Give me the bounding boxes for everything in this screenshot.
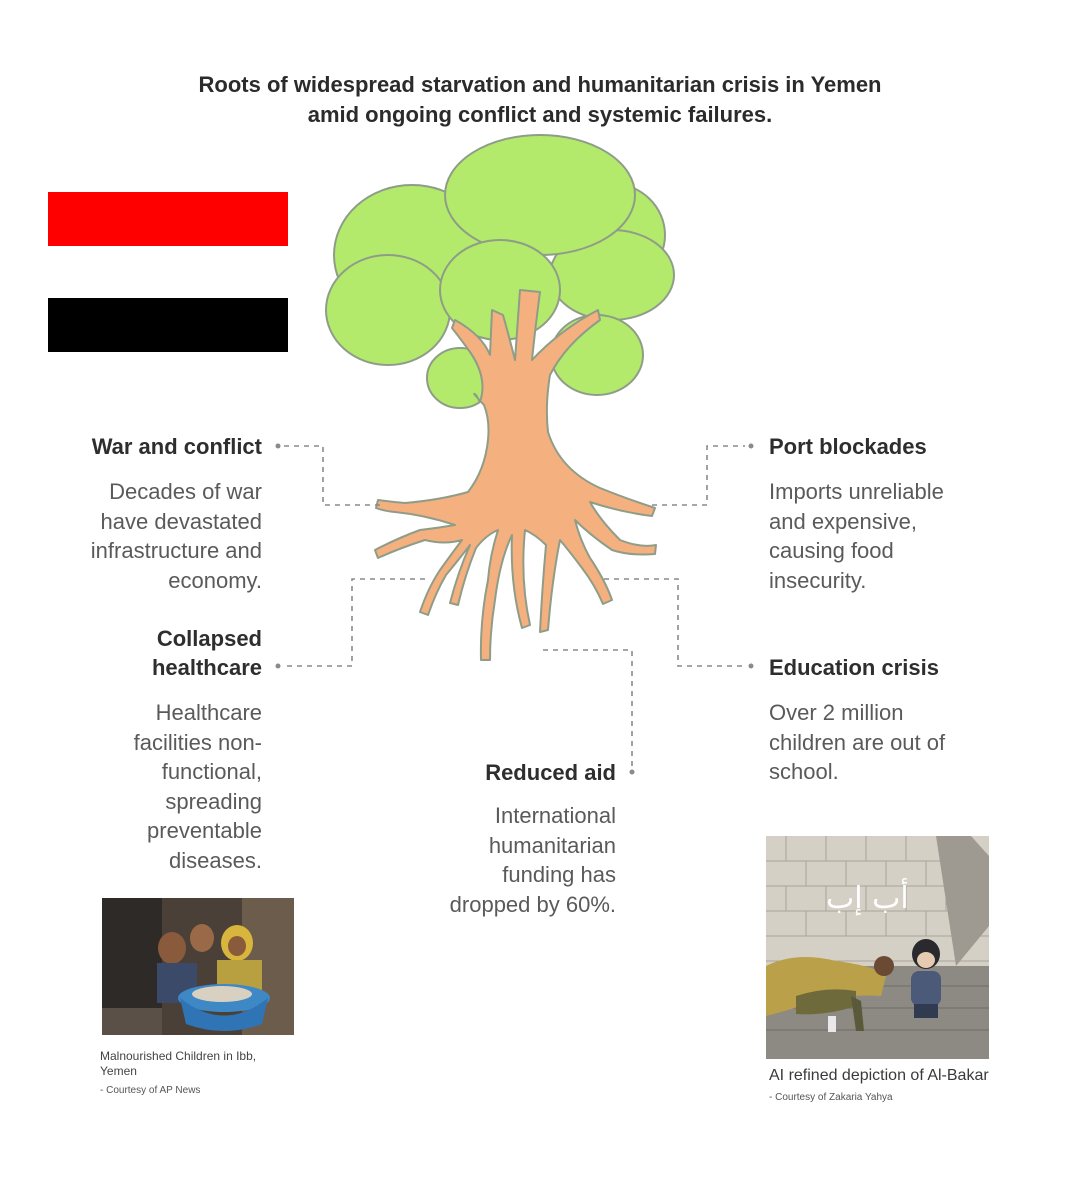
aid-desc-line: dropped by 60%. bbox=[449, 891, 616, 917]
left-photo-credit: - Courtesy of AP News bbox=[100, 1085, 201, 1096]
left-caption-line: Yemen bbox=[100, 1064, 137, 1078]
aid-heading: Reduced aid bbox=[485, 760, 616, 785]
title-line-2: amid ongoing conflict and systemic failures. bbox=[307, 102, 773, 127]
war-desc-line: Decades of war bbox=[109, 479, 262, 504]
connector-aid bbox=[543, 650, 632, 772]
healthcare-description bbox=[40, 698, 262, 875]
ports-heading: Port blockades bbox=[769, 434, 927, 459]
education-desc-line: children are out of bbox=[769, 729, 946, 755]
aid-desc-line: International bbox=[494, 803, 616, 828]
title-line-1: Roots of widespread starvation and humanitarian crisis in Yemen bbox=[198, 72, 882, 97]
connector-ports bbox=[652, 446, 745, 505]
right-photo-credit: - Courtesy of Zakaria Yahya bbox=[769, 1092, 893, 1103]
war-desc-line: infrastructure and bbox=[90, 538, 262, 563]
war-desc-line: economy. bbox=[168, 567, 262, 593]
ports-desc-line: Imports unreliable bbox=[769, 479, 944, 504]
art-title-text: أب إب bbox=[826, 881, 909, 916]
healthcare-desc-line: preventable bbox=[147, 818, 262, 843]
aid-desc-line: humanitarian bbox=[488, 832, 616, 858]
education-description bbox=[769, 698, 1049, 787]
education-heading: Education crisis bbox=[769, 655, 939, 680]
war-heading: War and conflict bbox=[91, 434, 262, 459]
photo-ai-depiction bbox=[766, 836, 989, 1059]
connector-war bbox=[284, 446, 380, 505]
photo-children-illustration bbox=[102, 898, 294, 1035]
healthcare-desc-line: facilities non- bbox=[133, 729, 262, 755]
education-desc-line: Over 2 million bbox=[769, 700, 904, 725]
war-desc-line: have devastated bbox=[100, 508, 262, 534]
photo-ai-illustration bbox=[766, 836, 989, 1059]
connector-healthcare bbox=[284, 579, 425, 666]
healthcare-desc-line: diseases. bbox=[169, 847, 262, 873]
right-photo-caption: AI refined depiction of Al-Bakar bbox=[769, 1067, 989, 1084]
connector-education bbox=[604, 579, 745, 666]
healthcare-desc-line: Healthcare bbox=[155, 700, 262, 725]
healthcare-desc-line: spreading bbox=[165, 788, 262, 814]
ports-desc-line: insecurity. bbox=[769, 567, 867, 593]
education-desc-line: school. bbox=[769, 759, 839, 784]
healthcare-heading-line: Collapsed bbox=[156, 626, 262, 651]
ports-description bbox=[769, 477, 1049, 595]
healthcare-heading-line: healthcare bbox=[151, 655, 262, 680]
healthcare-heading bbox=[40, 624, 262, 682]
left-photo-caption bbox=[100, 1049, 300, 1079]
war-description bbox=[40, 477, 262, 595]
ports-desc-line: causing food bbox=[769, 538, 894, 563]
healthcare-desc-line: functional, bbox=[161, 759, 262, 784]
left-caption-line: Malnourished Children in Ibb, bbox=[100, 1049, 257, 1063]
photo-malnourished-children bbox=[102, 898, 294, 1035]
aid-description bbox=[400, 801, 616, 919]
ports-desc-line: and expensive, bbox=[769, 508, 917, 534]
aid-desc-line: funding has bbox=[502, 862, 616, 887]
